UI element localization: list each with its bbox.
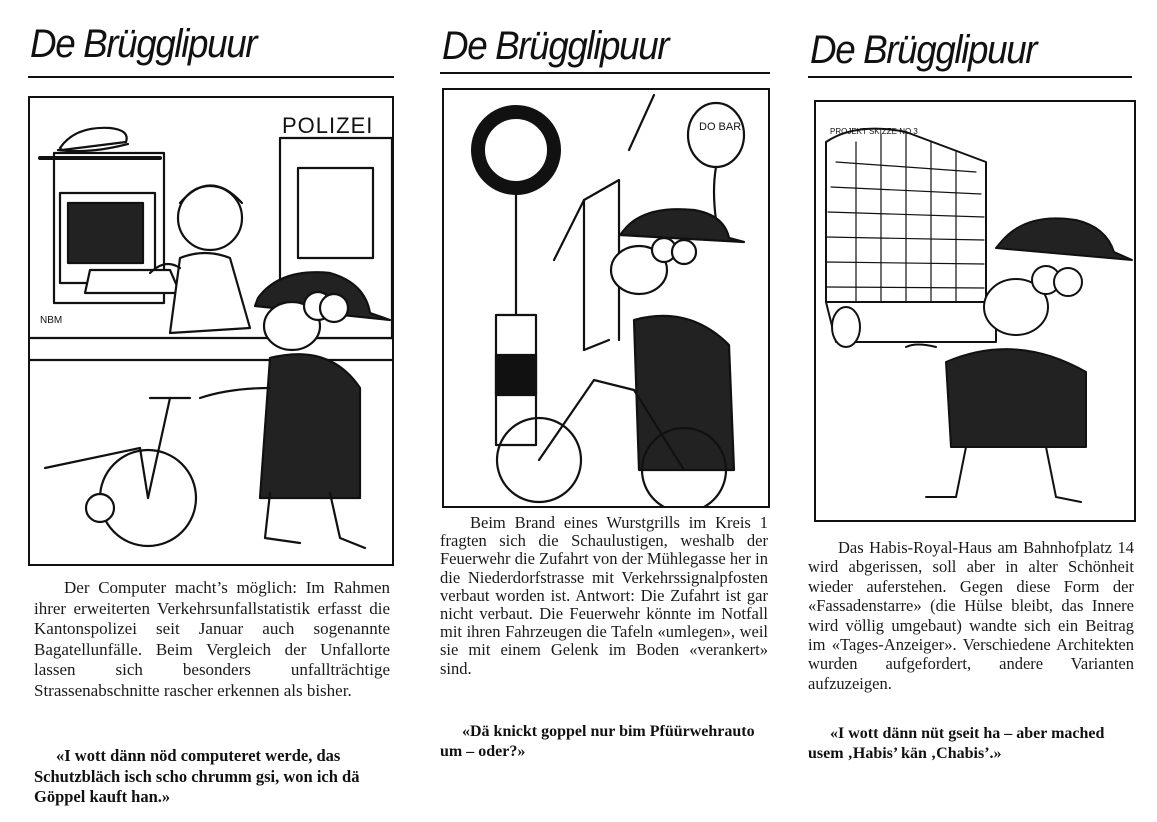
article-paragraph: Beim Brand eines Wurstgrills im Kreis 1 fragten sich die Schaulustigen, weshalb der Feuerwehr die Zufahrt von der Mühlegasse her in die Niederdorfstrasse mit Verkehrssignalpfosten verbaut worden ist. Antwort: Die Zufahrt ist gar nicht verbaut. Die Feuerwehr könnte im Notfall mit ihren Fahrzeugen die Tafeln «umlegen», weil sie mit einem Gelenk im Boden «verankert» sind. bbox=[440, 513, 768, 678]
article-body bbox=[34, 578, 390, 701]
cartoon-police-computer bbox=[30, 98, 392, 564]
article-body bbox=[440, 514, 768, 678]
cartoon-panel bbox=[28, 96, 394, 566]
dialect-quote bbox=[440, 722, 768, 762]
dialect-quote bbox=[808, 724, 1134, 764]
police-sign-text: POLIZEI bbox=[282, 113, 374, 138]
strip-title: De Brügglipuur bbox=[30, 22, 257, 66]
article-paragraph: Der Computer macht’s möglich: Im Rahmen ihrer erweiterten Verkehrsunfallstatistik erfasst die Kantonspolizei seit Januar auch sogenannte Bagatellunfälle. Beim Vergleich der Unfallorte lassen sich besonders unfallträchtige Strassenabschnitte rascher erkennen als bisher. bbox=[34, 578, 390, 700]
strip-title: De Brügglipuur bbox=[810, 28, 1037, 72]
title-rule bbox=[28, 76, 394, 78]
article-body bbox=[808, 538, 1134, 693]
title-rule bbox=[808, 76, 1132, 78]
quote-text: «Dä knickt goppel nur bim Pfüürwehrauto um – oder?» bbox=[440, 723, 755, 760]
cartoon-panel bbox=[442, 88, 770, 508]
strip-title: De Brügglipuur bbox=[442, 24, 669, 68]
cartoon-panel bbox=[814, 100, 1136, 522]
article-paragraph: Das Habis-Royal-Haus am Bahnhofplatz 14 wird abgerissen, soll aber in alter Schönheit wieder auferstehen. Gegen diese Form der «Fassadenstarre» (die Hülse bleibt, das Innere wird völlig umgebaut) wandte sich ein Beitrag im «Tages-Anzeiger». Verschiedene Architekten wurden aufgefordert, andere Varianten aufzuzeigen. bbox=[808, 538, 1134, 693]
cartoon-architect-plan bbox=[816, 102, 1134, 520]
quote-text: «I wott dänn nöd computeret werde, das Schutzbläch isch scho chrumm gsi, won ich dä Göppel kauft han.» bbox=[34, 746, 360, 806]
balloon-text: DO BAR bbox=[699, 121, 742, 133]
dialect-quote bbox=[34, 746, 390, 808]
title-rule bbox=[440, 72, 770, 74]
plan-label: PROJEKT SKIZZE NO 3 bbox=[830, 127, 918, 136]
artist-signature: NBM bbox=[40, 315, 63, 326]
cartoon-sign-post bbox=[444, 90, 768, 506]
quote-text: «I wott dänn nüt gseit ha – aber mached usem ‚Habis’ kän ‚Chabis’.» bbox=[808, 725, 1105, 762]
